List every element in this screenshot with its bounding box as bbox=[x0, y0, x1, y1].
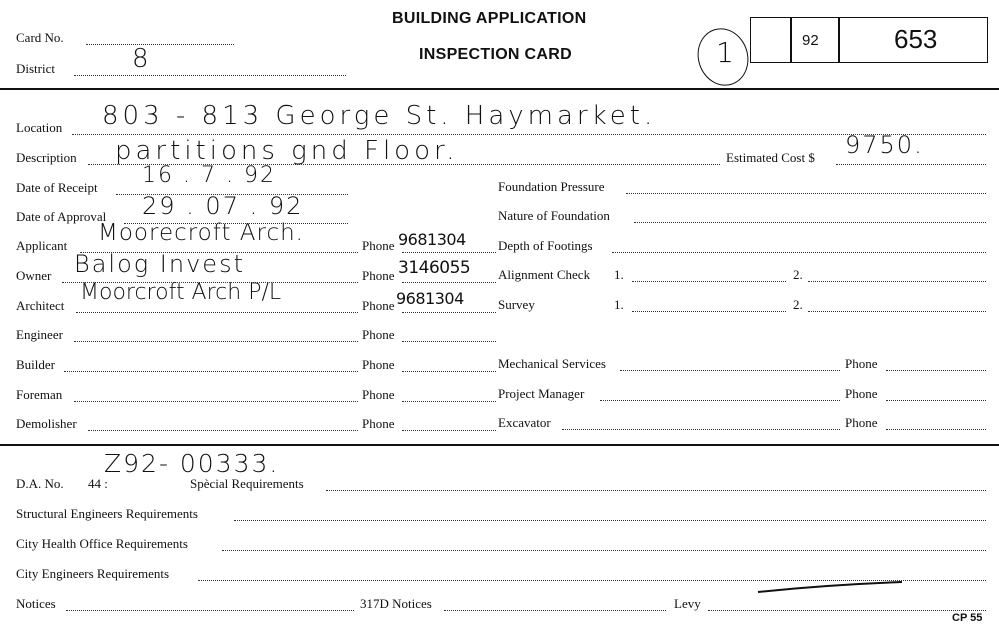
foundation-pressure-field[interactable] bbox=[626, 193, 986, 194]
notices-317d-field[interactable] bbox=[444, 610, 666, 611]
survey-2-label: 2. bbox=[793, 297, 803, 312]
form-code: CP 55 bbox=[952, 612, 983, 624]
excavator-phone-label: Phone bbox=[845, 415, 878, 430]
structural-engineers-field[interactable] bbox=[234, 520, 986, 521]
builder-field[interactable] bbox=[64, 371, 358, 372]
alignment-check-1-label: 1. bbox=[614, 267, 624, 282]
box-divider-2 bbox=[838, 17, 840, 63]
district-field[interactable] bbox=[74, 75, 346, 76]
project-manager-label: Project Manager bbox=[498, 386, 585, 401]
applicant-label: Applicant bbox=[16, 238, 68, 253]
card-no-label: Card No. bbox=[16, 30, 64, 45]
card-number-box bbox=[750, 17, 988, 63]
levy-label: Levy bbox=[674, 596, 701, 611]
demolisher-phone-field[interactable] bbox=[402, 430, 496, 431]
survey-2-field[interactable] bbox=[808, 311, 986, 312]
city-health-label: City Health Office Requirements bbox=[16, 536, 188, 551]
district-label: District bbox=[16, 61, 55, 76]
location-value: 803 - 813 George St. Haymarket. bbox=[102, 101, 657, 131]
demolisher-label: Demolisher bbox=[16, 416, 77, 431]
engineer-label: Engineer bbox=[16, 327, 63, 342]
foreman-phone-field[interactable] bbox=[402, 401, 496, 402]
applicant-phone-field[interactable] bbox=[402, 252, 496, 253]
survey-1-field[interactable] bbox=[632, 311, 786, 312]
applicant-phone-label: Phone bbox=[362, 238, 395, 253]
special-requirements-label: Spècial Requirements bbox=[190, 476, 304, 491]
survey-1-label: 1. bbox=[614, 297, 624, 312]
applicant-value: Moorecroft Arch. bbox=[98, 220, 304, 246]
alignment-check-2-field[interactable] bbox=[808, 281, 986, 282]
estimated-cost-label: Estimated Cost $ bbox=[726, 150, 815, 165]
da-prefix: 44 : bbox=[88, 476, 108, 491]
foreman-field[interactable] bbox=[74, 401, 358, 402]
builder-label: Builder bbox=[16, 357, 55, 372]
survey-label: Survey bbox=[498, 297, 535, 312]
nature-of-foundation-label: Nature of Foundation bbox=[498, 208, 610, 223]
architect-phone-value: 9681304 bbox=[396, 289, 464, 308]
notices-label: Notices bbox=[16, 596, 56, 611]
depth-of-footings-label: Depth of Footings bbox=[498, 238, 593, 253]
architect-label: Architect bbox=[16, 298, 65, 313]
location-label: Location bbox=[16, 120, 63, 135]
mechanical-services-phone-label: Phone bbox=[845, 356, 878, 371]
estimated-cost-field[interactable] bbox=[836, 164, 986, 165]
date-of-approval-value: 29 . 07 . 92 bbox=[142, 192, 304, 220]
architect-phone-label: Phone bbox=[362, 298, 395, 313]
card-number-value: 653 bbox=[894, 24, 938, 54]
owner-label: Owner bbox=[16, 268, 52, 283]
form-title-line2: INSPECTION CARD bbox=[419, 46, 572, 63]
engineer-field[interactable] bbox=[74, 341, 358, 342]
architect-value: Moorcroft Arch P/L bbox=[80, 280, 282, 305]
notices-317d-label: 317D Notices bbox=[360, 596, 432, 611]
city-engineers-label: City Engineers Requirements bbox=[16, 566, 170, 581]
notices-field[interactable] bbox=[66, 610, 354, 611]
alignment-check-1-field[interactable] bbox=[632, 281, 786, 282]
architect-phone-field[interactable] bbox=[402, 312, 496, 313]
da-number-value: Z92- 00333. bbox=[104, 449, 280, 478]
card-no-field[interactable] bbox=[86, 44, 234, 45]
engineer-phone-field[interactable] bbox=[402, 341, 496, 342]
year-value: 92 bbox=[802, 32, 819, 49]
owner-value: Balog Invest bbox=[74, 250, 245, 278]
builder-phone-field[interactable] bbox=[402, 371, 496, 372]
owner-phone-field[interactable] bbox=[402, 282, 496, 283]
project-manager-phone-field[interactable] bbox=[886, 400, 986, 401]
builder-phone-label: Phone bbox=[362, 357, 395, 372]
mechanical-services-field[interactable] bbox=[620, 370, 840, 371]
levy-handwritten-dash bbox=[756, 578, 906, 598]
foreman-phone-label: Phone bbox=[362, 387, 395, 402]
section-separator bbox=[0, 444, 999, 446]
excavator-phone-field[interactable] bbox=[886, 429, 986, 430]
applicant-phone-value: 9681304 bbox=[398, 230, 466, 249]
alignment-check-label: Alignment Check bbox=[498, 267, 591, 282]
owner-phone-label: Phone bbox=[362, 268, 395, 283]
description-label: Description bbox=[16, 150, 77, 165]
description-value: partitions gnd Floor. bbox=[115, 136, 459, 166]
structural-engineers-label: Structural Engineers Requirements bbox=[16, 506, 198, 521]
date-of-receipt-value: 16 . 7 . 92 bbox=[142, 163, 276, 188]
foreman-label: Foreman bbox=[16, 387, 63, 402]
form-title-line1: BUILDING APPLICATION bbox=[392, 10, 587, 27]
demolisher-field[interactable] bbox=[88, 430, 358, 431]
special-requirements-field[interactable] bbox=[326, 490, 986, 491]
nature-of-foundation-field[interactable] bbox=[634, 222, 986, 223]
mechanical-services-label: Mechanical Services bbox=[498, 356, 606, 371]
date-of-approval-label: Date of Approval bbox=[16, 209, 107, 224]
demolisher-phone-label: Phone bbox=[362, 416, 395, 431]
district-value: 8 bbox=[132, 44, 151, 74]
project-manager-phone-label: Phone bbox=[845, 386, 878, 401]
estimated-cost-value: 9750. bbox=[845, 131, 924, 159]
mechanical-services-phone-field[interactable] bbox=[886, 370, 986, 371]
alignment-check-2-label: 2. bbox=[793, 267, 803, 282]
date-of-receipt-label: Date of Receipt bbox=[16, 180, 98, 195]
engineer-phone-label: Phone bbox=[362, 327, 395, 342]
owner-phone-value: 3146055 bbox=[398, 258, 471, 278]
excavator-label: Excavator bbox=[498, 415, 551, 430]
depth-of-footings-field[interactable] bbox=[612, 252, 986, 253]
excavator-field[interactable] bbox=[562, 429, 840, 430]
box-divider-1 bbox=[790, 17, 792, 63]
architect-field[interactable] bbox=[76, 312, 358, 313]
levy-field[interactable] bbox=[708, 610, 986, 611]
circled-number-value: 1 bbox=[716, 36, 736, 69]
foundation-pressure-label: Foundation Pressure bbox=[498, 179, 605, 194]
header-separator bbox=[0, 88, 999, 90]
da-no-label: D.A. No. bbox=[16, 476, 64, 491]
project-manager-field[interactable] bbox=[600, 400, 840, 401]
city-health-field[interactable] bbox=[222, 550, 986, 551]
